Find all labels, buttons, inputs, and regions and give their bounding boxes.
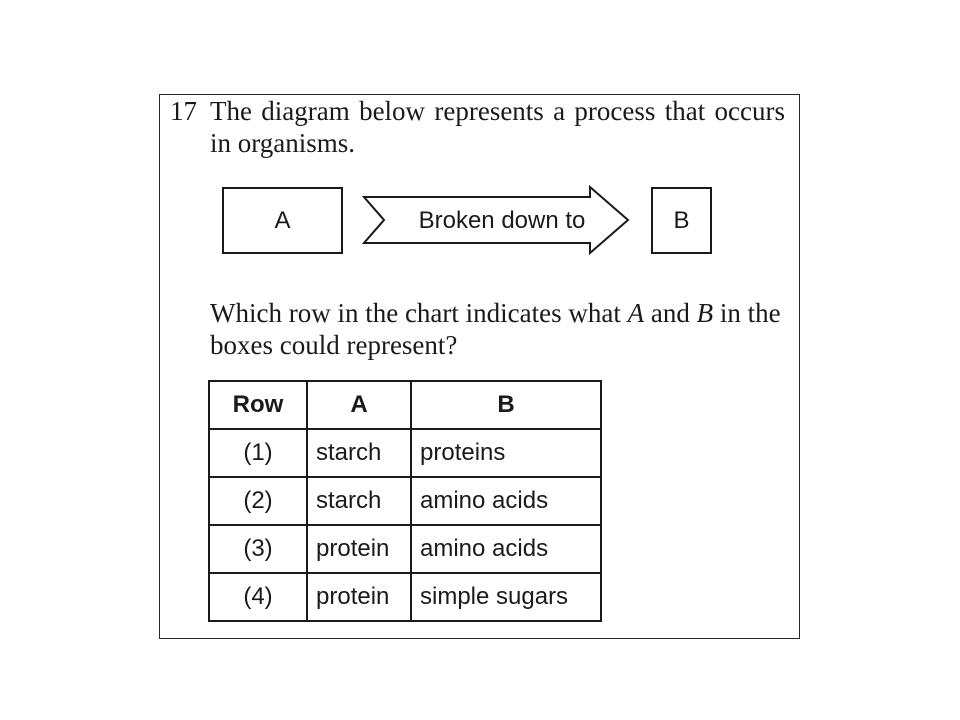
- box-b: B: [651, 187, 712, 254]
- cell-a: protein: [307, 525, 411, 573]
- arrow-label: Broken down to: [418, 206, 586, 234]
- cell-b: amino acids: [411, 525, 601, 573]
- prompt-var-b: B: [696, 298, 714, 328]
- row-number: (1): [209, 429, 307, 477]
- cell-b: proteins: [411, 429, 601, 477]
- chart-prompt: [210, 297, 785, 361]
- answer-chart: [208, 380, 602, 622]
- question-card: [159, 94, 800, 639]
- table-row[interactable]: [209, 525, 601, 573]
- prompt-var-a: A: [627, 298, 645, 328]
- row-number: (3): [209, 525, 307, 573]
- box-a: A: [222, 187, 343, 254]
- table-row[interactable]: [209, 573, 601, 621]
- cell-a: starch: [307, 429, 411, 477]
- header-a: A: [307, 381, 411, 429]
- prompt-text-1: Which row in the chart indicates what: [210, 298, 628, 328]
- question-text: The diagram below represents a process that occurs in organisms.: [210, 96, 785, 158]
- prompt-text-3: in the boxes could represent?: [210, 298, 781, 360]
- cell-b: simple sugars: [411, 573, 601, 621]
- table-row[interactable]: [209, 429, 601, 477]
- header-b: B: [411, 381, 601, 429]
- header-row: Row: [209, 381, 307, 429]
- cell-a: protein: [307, 573, 411, 621]
- cell-b: amino acids: [411, 477, 601, 525]
- row-number: (4): [209, 573, 307, 621]
- chart-header-row: [209, 381, 601, 429]
- process-diagram: [222, 185, 722, 255]
- prompt-text-2: and: [644, 298, 697, 328]
- cell-a: starch: [307, 477, 411, 525]
- row-number: (2): [209, 477, 307, 525]
- question-number: 17: [170, 96, 197, 126]
- table-row[interactable]: [209, 477, 601, 525]
